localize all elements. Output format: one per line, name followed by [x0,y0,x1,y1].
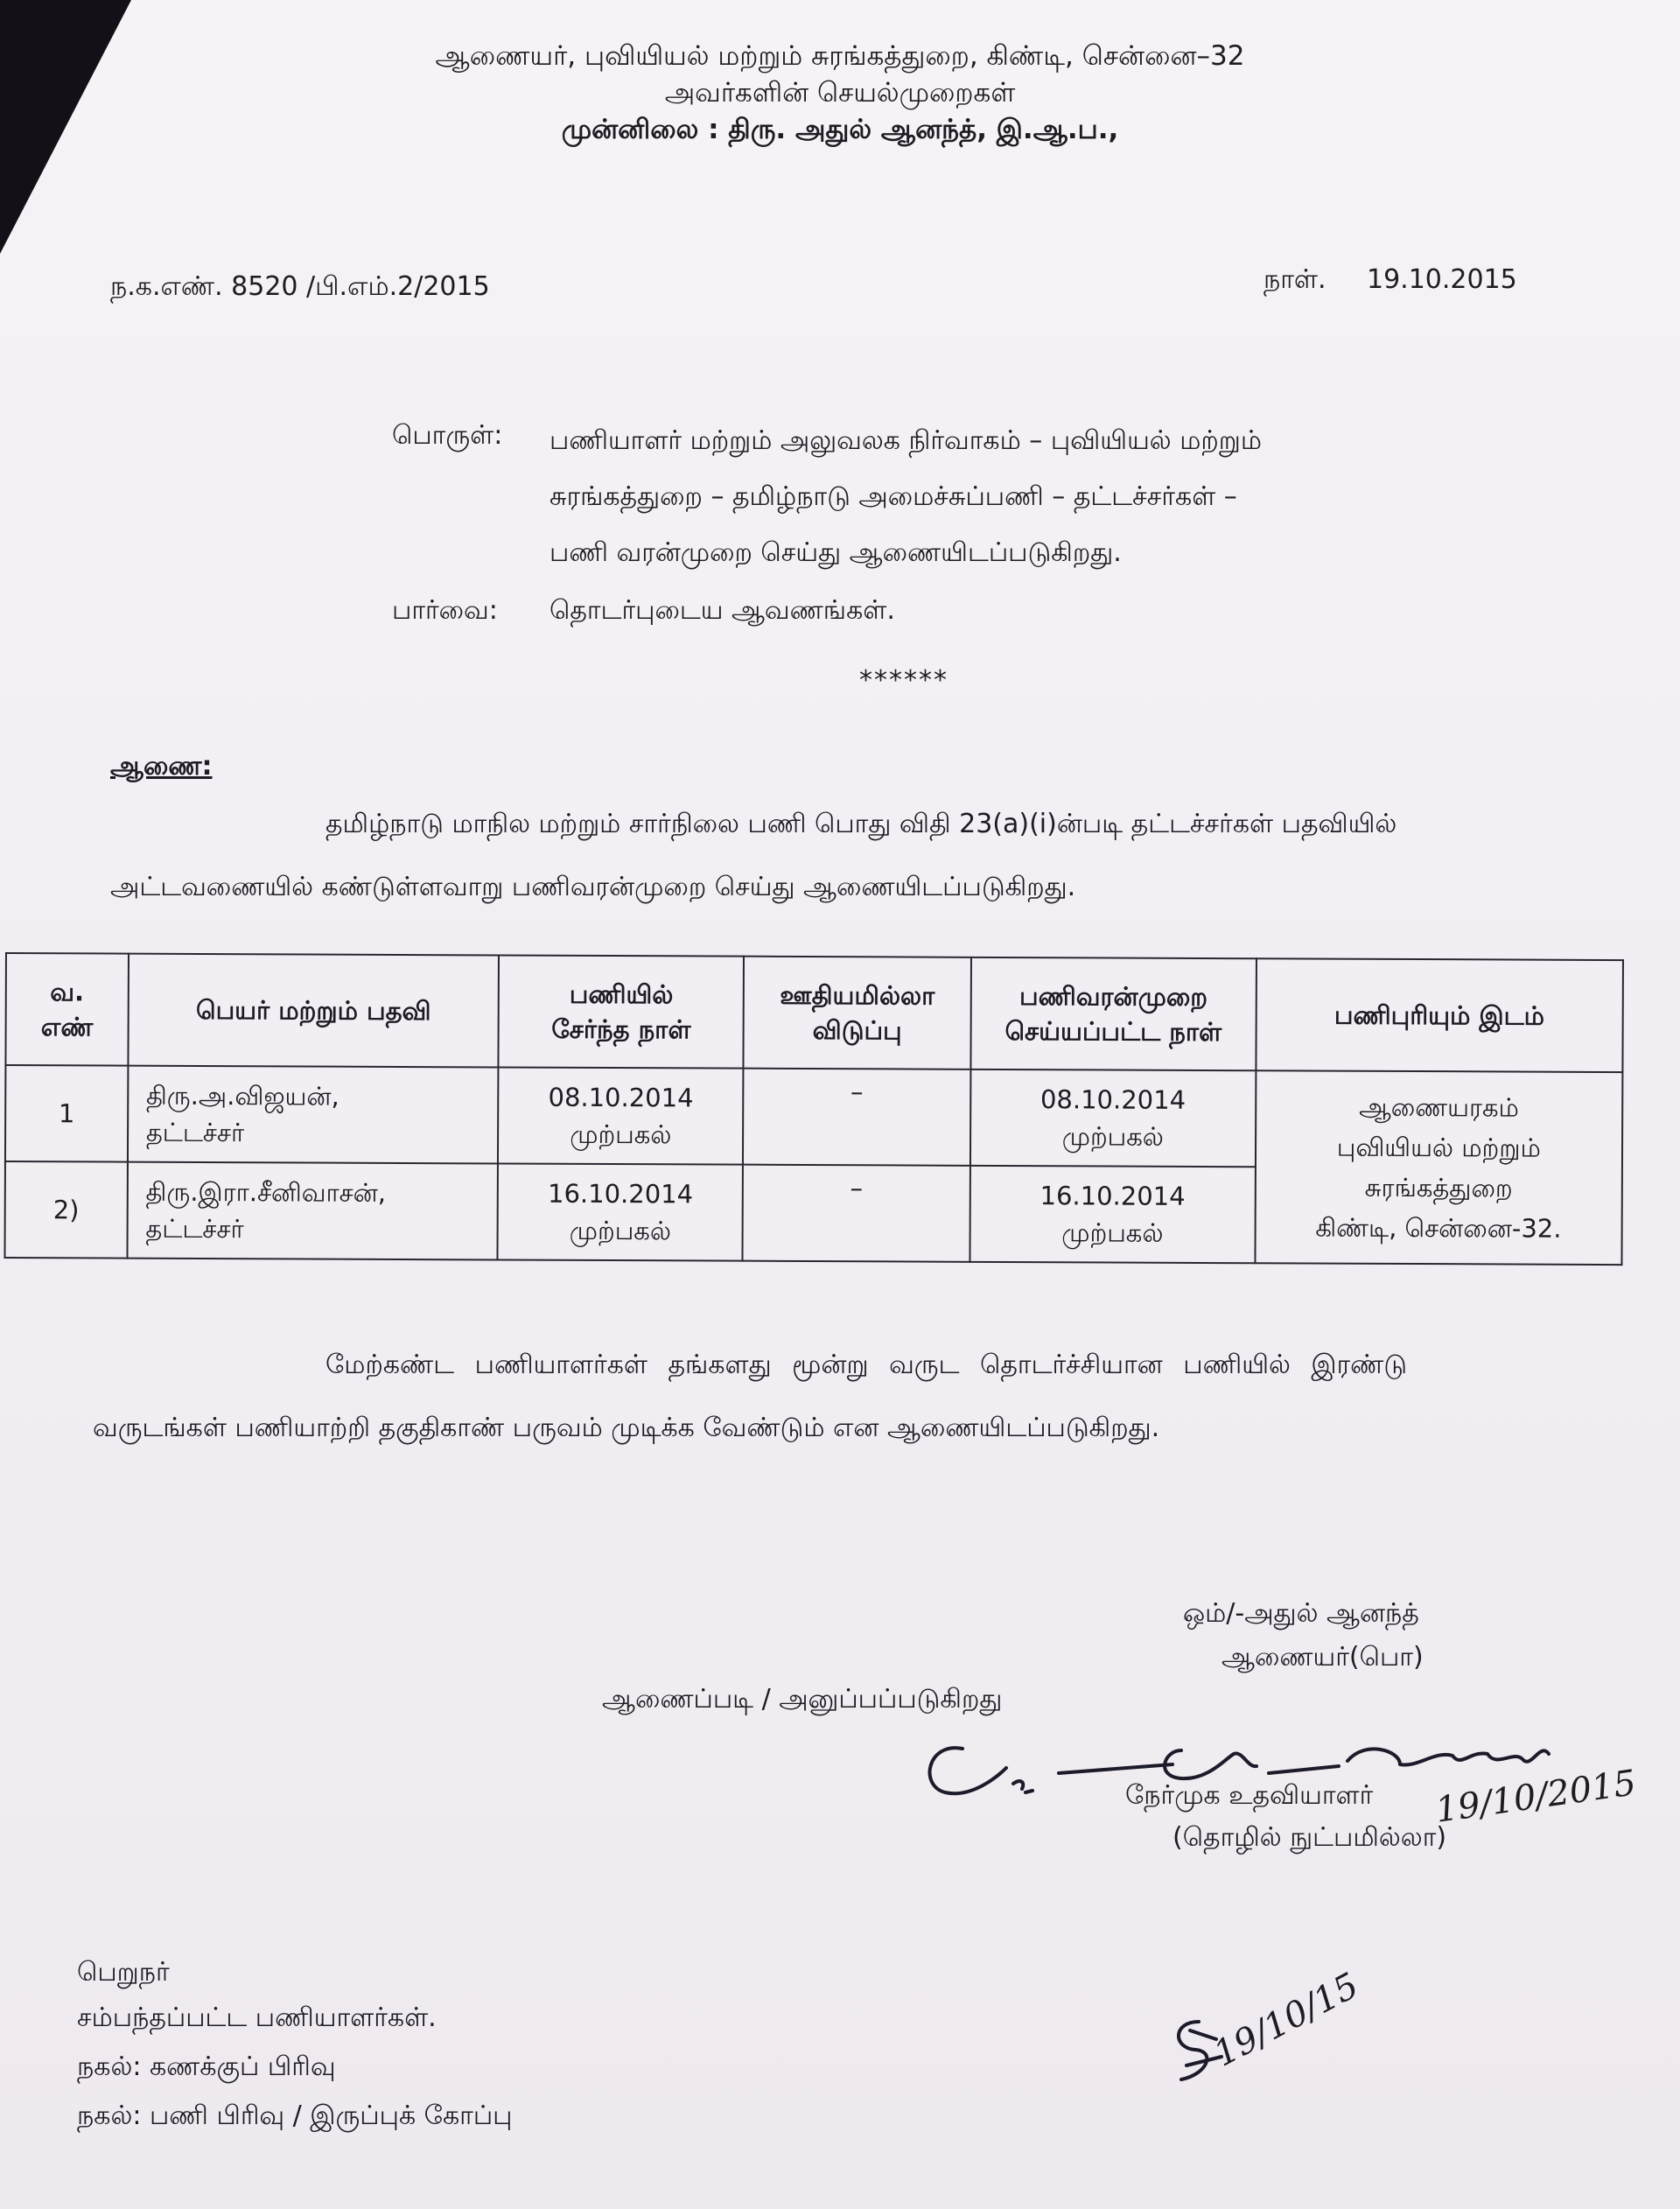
header-place: பணிபுரியும் இடம் [1256,958,1623,1072]
assistant-designation: நேர்முக உதவியாளர் [1125,1780,1374,1811]
header-regularized-date: பணிவரன்முறை செய்யப்பட்ட நாள் [970,957,1256,1070]
date-label: நாள். [1264,264,1326,295]
cell-joined-date: 08.10.2014 முற்பகல் [498,1067,743,1164]
subject-line: சுரங்கத்துறை – தமிழ்நாடு அமைச்சுப்பணி – தட்டச்சர்கள் – [550,481,1237,512]
initials-date: 19/10/15 [1208,1965,1366,2075]
subject-text [550,413,1262,581]
header-name-post: பெயர் மற்றும் பதவி [128,954,499,1068]
handwritten-date: 19/10/2015 [1432,1763,1639,1831]
header-proceedings: அவர்களின் செயல்முறைகள் [664,77,1016,109]
header-serial-number: வ. எண் [5,953,128,1066]
subject-line: பணியாளர் மற்றும் அலுவலக நிர்வாகம் – புவியியல் மற்றும் [550,425,1263,456]
header-office: ஆணையர், புவியியல் மற்றும் சுரங்கத்துறை, கிண்டி, சென்னை–32 [435,40,1245,72]
probation-paragraph-line: மேற்கண்ட பணியாளர்கள் தங்களது மூன்று வருட தொடர்ச்சியான பணியில் இரண்டு [326,1350,1408,1380]
cell-name-post: திரு.அ.விஜயன், தட்டச்சர் [128,1066,499,1164]
cell-leave: – [743,1069,970,1166]
copy-service-file: நகல்: பணி பிரிவு / இருப்புக் கோப்பு [77,2100,513,2131]
header-leave: ஊதியமில்லா விடுப்பு [744,957,971,1069]
copy-accounts: நகல்: கணக்குப் பிரிவு [77,2051,336,2082]
assistant-technical-note: (தொழில் நுட்பமில்லா) [1172,1822,1447,1853]
cell-joined-date: 16.10.2014 முற்பகல் [498,1163,743,1260]
cell-serial-number: 1 [5,1065,128,1162]
recipient-label: பெறுநர் [77,1957,170,1988]
subject-label: பொருள்: [392,420,503,451]
order-paragraph-line: தமிழ்நாடு மாநில மற்றும் சார்நிலை பணி பொது விதி 23(a)(i)ன்படி தட்டச்சர்கள் பதவியில் [326,809,1397,839]
order-paragraph-line: அட்டவணையில் கண்டுள்ளவாறு பணிவரன்முறை செய்து ஆணையிடப்படுகிறது. [110,872,1076,902]
forwarded-by-order: ஆணைப்படி / அனுப்பப்படுகிறது [602,1684,1003,1715]
regularization-table [4,952,1624,1266]
table-header-row [5,953,1623,1072]
reference-label: பார்வை: [392,595,498,626]
separator-stars: ****** [859,665,948,696]
date-value: 19.10.2015 [1367,264,1517,295]
cell-name-post: திரு.இரா.சீனிவாசன், தட்டச்சர் [127,1162,498,1260]
cell-place: ஆணையரகம் புவியியல் மற்றும் சுரங்கத்துறை கிண்டி, சென்னை-32. [1255,1070,1622,1265]
header-presence: முன்னிலை : திரு. அதுல் ஆனந்த், இ.ஆ.ப., [561,114,1119,145]
recipient-line: சம்பந்தப்பட்ட பணியாளர்கள். [77,2002,437,2033]
header-joined-date: பணியில் சேர்ந்த நாள் [499,955,744,1068]
probation-paragraph-line: வருடங்கள் பணியாற்றி தகுதிகாண் பருவம் முடிக்க வேண்டும் என ஆணையிடப்படுகிறது. [93,1413,1160,1443]
order-heading: ஆணை: [110,751,213,782]
reference-number: ந.க.எண். 8520 /பி.எம்.2/2015 [110,271,490,302]
cell-leave: – [743,1165,970,1262]
reference-text: தொடர்புடைய ஆவணங்கள். [550,595,895,626]
signatory-designation: ஆணையர்(பொ) [1222,1642,1424,1673]
subject-line: பணி வரன்முறை செய்து ஆணையிடப்படுகிறது. [550,537,1122,568]
cell-serial-number: 2) [4,1161,127,1259]
table-row [5,1065,1622,1168]
cell-regularized-date: 16.10.2014 முற்பகல் [970,1166,1255,1263]
cell-regularized-date: 08.10.2014 முற்பகல் [970,1069,1256,1167]
signed-name: ஒம்/-அதுல் ஆனந்த் [1183,1598,1419,1629]
